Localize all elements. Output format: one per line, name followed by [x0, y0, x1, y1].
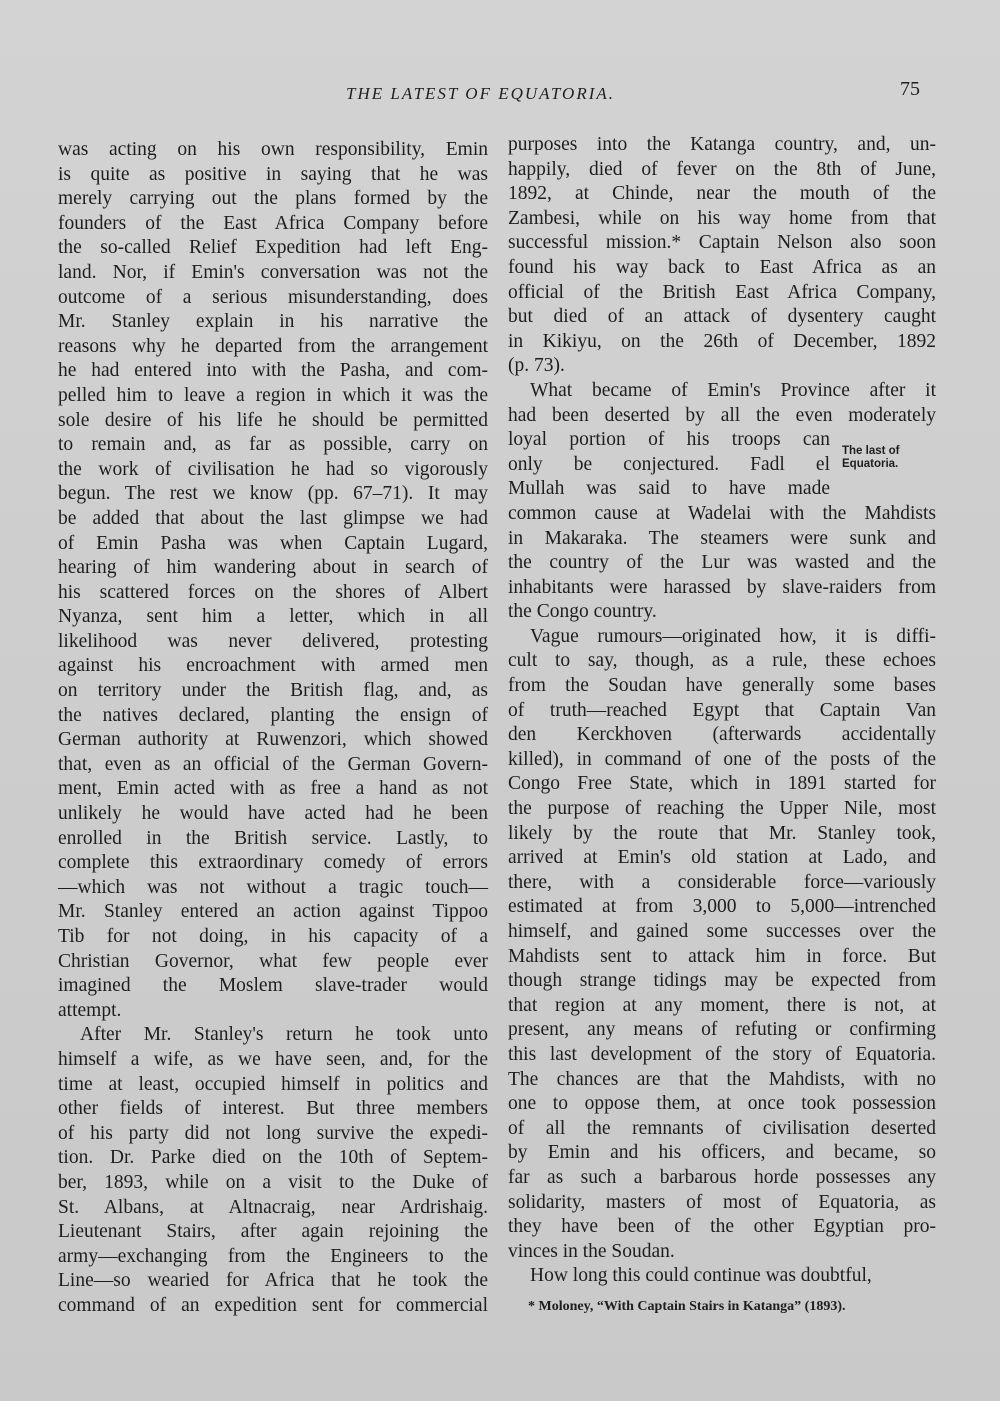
text-line: reasons why he departed from the arrangement: [58, 335, 488, 357]
text-line: command of an expedition sent for commercial: [58, 1294, 488, 1316]
text-line: himself, and gained some successes over the: [508, 921, 936, 942]
text-line: unlikely he would have acted had he been: [58, 803, 488, 825]
text-line: attempt.: [58, 999, 122, 1021]
sidenote-line: Equatoria.: [842, 458, 899, 470]
text-line: in Makaraka. The steamers were sunk and: [508, 527, 936, 549]
text-line: of all the remnants of civilisation deserted: [508, 1117, 936, 1139]
text-line: outcome of a serious misunderstanding, does: [58, 286, 488, 308]
text-line: vinces in the Soudan.: [508, 1240, 675, 1262]
text-line: common cause at Wadelai with the Mahdists: [508, 502, 936, 524]
text-line: enrolled in the British service. Lastly, to: [58, 827, 488, 849]
text-line: the natives declared, planting the ensign of: [58, 704, 488, 726]
text-line: ber, 1893, while on a visit to the Duke of: [58, 1171, 488, 1193]
text-line: 1892, at Chinde, near the mouth of the: [508, 183, 936, 205]
text-line: other fields of interest. But three members: [58, 1098, 488, 1120]
text-line: likelihood was never delivered, protesting: [58, 630, 488, 652]
text-line: of truth—reached Egypt that Captain Van: [508, 699, 936, 721]
text-line: What became of Emin's Province after it: [530, 379, 936, 401]
text-line: but died of an attack of dysentery caught: [508, 306, 936, 328]
text-line: present, any means of refuting or confirming: [508, 1019, 936, 1041]
text-line: begun. The rest we know (pp. 67–71). It may: [58, 483, 488, 505]
text-line: of his party did not long survive the expedi-: [58, 1122, 488, 1144]
text-line: likely by the route that Mr. Stanley took,: [508, 822, 936, 844]
text-line: the country of the Lur was wasted and the: [508, 552, 936, 574]
text-line: tion. Dr. Parke died on the 10th of Septem-: [58, 1147, 488, 1169]
text-line: imagined the Moslem slave-trader would: [58, 975, 488, 997]
text-line: How long this could continue was doubtful,: [530, 1265, 872, 1287]
text-line: Christian Governor, what few people ever: [58, 950, 488, 972]
text-line: sole desire of his life he should be permitted: [58, 409, 488, 431]
text-line: pelled him to leave a region in which it was the: [58, 384, 488, 406]
text-line: is quite as positive in saying that he was: [58, 163, 488, 185]
text-line: Line—so wearied for Africa that he took the: [58, 1270, 488, 1292]
text-line: though strange tidings may be expected from: [508, 970, 936, 992]
text-line: St. Albans, at Altnacraig, near Ardrishaig.: [58, 1196, 488, 1218]
text-line: the work of civilisation he had so vigorously: [58, 458, 488, 480]
text-line: the Congo country.: [508, 601, 657, 623]
text-line: that, even as an official of the German Govern-: [58, 753, 488, 775]
text-line: to remain and, as far as possible, carry on: [58, 434, 488, 456]
text-line: one to oppose them, at once took possession: [508, 1093, 936, 1115]
text-line: on territory under the British flag, and, as: [58, 680, 488, 702]
text-line: his scattered forces on the shores of Albert: [58, 581, 488, 603]
text-line: had been deserted by all the even moderately: [508, 404, 936, 426]
right-column: [508, 133, 936, 1289]
text-line: loyal portion of his troops can: [508, 429, 830, 451]
text-line: purposes into the Katanga country, and, un-: [508, 134, 936, 155]
text-line: After Mr. Stanley's return he took unto: [80, 1024, 488, 1046]
text-line: was acting on his own responsibility, Emin: [58, 139, 488, 160]
text-line: from the Soudan have generally some bases: [508, 675, 936, 697]
text-line: they have been of the other Egyptian pro-: [508, 1216, 936, 1238]
text-line: den Kerckhoven (afterwards accidentally: [508, 724, 936, 746]
text-line: cult to say, though, as a rule, these echoes: [508, 650, 936, 672]
text-line: time at least, occupied himself in politics and: [58, 1073, 488, 1095]
text-line: that region at any moment, there is not, at: [508, 994, 936, 1016]
text-line: successful mission.* Captain Nelson also soon: [508, 232, 936, 254]
text-line: in Kikiyu, on the 26th of December, 1892: [508, 330, 936, 352]
text-line: against his encroachment with armed men: [58, 655, 488, 677]
text-line: The chances are that the Mahdists, with no: [508, 1068, 936, 1090]
text-line: Nyanza, sent him a letter, which in all: [58, 606, 488, 628]
text-line: the purpose of reaching the Upper Nile, most: [508, 798, 936, 820]
left-column: [58, 138, 488, 1319]
text-line: Vague rumours—originated how, it is diffi-: [530, 625, 936, 647]
text-line: this last development of the story of Equatoria.: [508, 1043, 936, 1065]
text-line: inhabitants were harassed by slave-raiders from: [508, 576, 936, 598]
text-line: be added that about the last glimpse we had: [58, 507, 488, 529]
text-line: merely carrying out the plans formed by the: [58, 188, 488, 210]
text-line: solidarity, masters of most of Equatoria, as: [508, 1191, 936, 1213]
text-line: —which was not without a tragic touch—: [58, 876, 488, 898]
text-line: Congo Free State, which in 1891 started for: [508, 773, 936, 795]
text-line: ment, Emin acted with as free a hand as not: [58, 778, 488, 800]
page-number: 75: [900, 78, 920, 100]
text-line: Mahdists sent to attack him in force. But: [508, 945, 936, 967]
text-line: hearing of him wandering about in search of: [58, 557, 488, 579]
text-line: official of the British East Africa Company,: [508, 281, 936, 303]
text-line: killed), in command of one of the posts of the: [508, 748, 936, 770]
text-line: Lieutenant Stairs, after again rejoining the: [58, 1221, 488, 1243]
text-line: arrived at Emin's old station at Lado, and: [508, 847, 936, 869]
text-line: only be conjectured. Fadl el: [508, 453, 830, 475]
sidenote-line: The last of: [842, 445, 900, 457]
text-line: Mr. Stanley entered an action against Tippoo: [58, 901, 488, 923]
text-line: far as such a barbarous horde possesses any: [508, 1166, 936, 1188]
text-line: complete this extraordinary comedy of errors: [58, 852, 488, 874]
text-line: founders of the East Africa Company before: [58, 212, 488, 234]
text-line: estimated at from 3,000 to 5,000—intrenched: [508, 896, 936, 918]
text-line: by Emin and his officers, and became, so: [508, 1142, 936, 1164]
text-line: land. Nor, if Emin's conversation was not the: [58, 261, 488, 283]
text-line: Zambesi, while on his way home from that: [508, 207, 936, 229]
text-line: of Emin Pasha was when Captain Lugard,: [58, 532, 488, 554]
margin-sidenote: [842, 445, 942, 471]
text-line: himself a wife, as we have seen, and, for the: [58, 1048, 488, 1070]
text-line: he had entered into with the Pasha, and com-: [58, 360, 488, 382]
text-line: German authority at Ruwenzori, which showed: [58, 729, 488, 751]
text-line: happily, died of fever on the 8th of June,: [508, 158, 936, 180]
text-line: Mullah was said to have made: [508, 478, 830, 500]
text-line: (p. 73).: [508, 355, 565, 377]
text-line: army—exchanging from the Engineers to the: [58, 1245, 488, 1267]
footnote: * Moloney, “With Captain Stairs in Katanga” (1893).: [528, 1299, 846, 1314]
text-line: the so-called Relief Expedition had left Eng-: [58, 237, 488, 259]
running-title: THE LATEST OF EQUATORIA.: [346, 84, 616, 103]
text-line: there, with a considerable force—variously: [508, 871, 936, 893]
text-line: Tib for not doing, in his capacity of a: [58, 926, 488, 947]
text-line: found his way back to East Africa as an: [508, 256, 936, 278]
text-line: Mr. Stanley explain in his narrative the: [58, 311, 488, 333]
